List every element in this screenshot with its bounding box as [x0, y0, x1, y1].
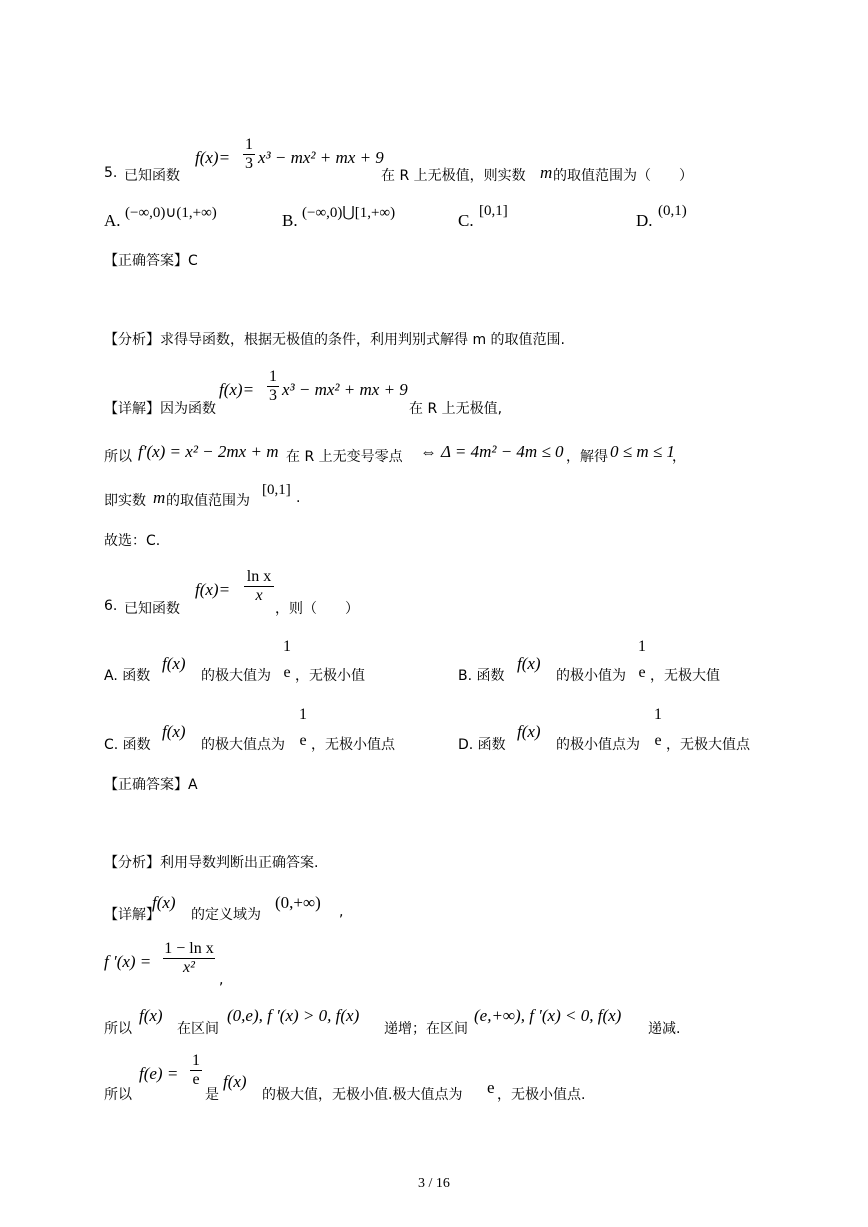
q5-choose: 故选：C. — [104, 533, 161, 549]
q5-option-d-label: D. — [636, 211, 653, 230]
q6-opt-b-post: ，无极大值 — [650, 668, 720, 684]
q6-mono-f1: f(x) — [139, 1006, 163, 1025]
q6-opt-b-value: 1 e — [638, 638, 646, 681]
q6-number: 6. — [104, 598, 118, 614]
q5-line3-m: m — [153, 488, 166, 507]
q5-option-c-text: [0,1] — [479, 203, 508, 219]
q6-answer: 【正确答案】A — [104, 777, 198, 793]
q5-line2-a: 所以 — [104, 449, 132, 465]
q5-number: 5. — [104, 165, 118, 181]
q6-opt-c-pre: C. 函数 — [104, 737, 151, 753]
q6-deriv-den: x² — [183, 959, 195, 976]
q6-mono-g: 递减. — [648, 1021, 681, 1037]
q6-mono-d: 递增；在区间 — [384, 1021, 468, 1037]
q6-opt-c-f: f(x) — [162, 722, 186, 741]
q6-opt-d-pre: D. 函数 — [458, 737, 506, 753]
q5-detail-lhs: f(x)= — [219, 380, 255, 399]
q6-detail-f: f(x) — [152, 893, 176, 912]
q5-option-a-text: (−∞,0)∪(1,+∞) — [125, 205, 217, 221]
q5-formula-rhs: x³ − mx² + mx + 9 — [258, 148, 384, 167]
q6-last-b: 是 — [205, 1087, 219, 1103]
q5-fraction — [243, 136, 255, 173]
q6-opt-d-post: ，无极大值点 — [666, 737, 750, 753]
q5-prefix: 已知函数 — [124, 168, 180, 184]
q6-detail-domain: (0,+∞) — [275, 893, 321, 912]
q6-frac-den: x — [255, 587, 263, 604]
q6-opt-c-value: 1 e — [299, 706, 307, 749]
q6-opt-a-pre: A. 函数 — [104, 668, 151, 684]
q5-analysis: 【分析】求得导函数，根据无极值的条件，利用判别式解得 m 的取值范围. — [104, 332, 565, 348]
q6-deriv-lhs: f ′(x) = — [104, 952, 152, 971]
q6-f-lhs: f(x)= — [195, 580, 231, 599]
q5-formula-lhs: f(x)= — [195, 148, 231, 167]
q5-line2-discriminant: ⇔ Δ = 4m² − 4m ≤ 0 — [420, 442, 564, 461]
q5-frac-den: 3 — [245, 155, 253, 172]
q5-var: m — [540, 163, 553, 182]
q6-detail-mid: 的定义域为 — [191, 907, 261, 923]
q6-mono-b: 在区间 — [177, 1021, 219, 1037]
q6-opt-a-f: f(x) — [162, 654, 186, 673]
q5-option-c-label: C. — [458, 211, 474, 230]
q5-line2-b: 在 R 上无变号零点 — [286, 449, 403, 465]
q5-detail-fraction: 1 3 — [269, 368, 277, 404]
q6-frac-num: ln x — [246, 568, 272, 585]
q6-opt-d-f: f(x) — [517, 722, 541, 741]
q5-detail-after: 在 R 上无极值, — [409, 401, 503, 417]
q5-line3-period: . — [296, 490, 301, 506]
q5-line3-interval: [0,1] — [262, 482, 291, 498]
q6-last-c: 的极大值，无极小值.极大值点为 — [262, 1087, 463, 1103]
q5-option-b-text: (−∞,0)⋃[1,+∞) — [302, 205, 396, 221]
q6-last-fx: f(x) — [223, 1072, 247, 1091]
q5-suffix: 的取值范围为（ ） — [553, 168, 693, 184]
q6-deriv-num: 1 − ln x — [164, 940, 214, 957]
q6-deriv-fraction — [163, 940, 215, 977]
q5-frac-num: 1 — [245, 136, 253, 153]
q5-answer: 【正确答案】C — [104, 253, 198, 269]
q6-mono-a: 所以 — [104, 1021, 132, 1037]
q5-detail-rhs: x³ − mx² + mx + 9 — [282, 380, 408, 399]
q6-suffix: ，则（ ） — [275, 601, 359, 617]
q5-option-a-label: A. — [104, 211, 121, 230]
q6-last-f: f(e) = — [139, 1064, 179, 1083]
q5-option-d-text: (0,1) — [658, 203, 687, 219]
q6-fraction — [244, 568, 274, 605]
q6-opt-c-post: ，无极小值点 — [311, 737, 395, 753]
q6-opt-a-value: 1 e — [283, 638, 291, 681]
q5-line2-d: ，解得 — [566, 449, 608, 465]
q5-line2-derivative: f′(x) = x² − 2mx + m — [138, 442, 279, 461]
q5-option-b-label: B. — [282, 211, 298, 230]
q6-deriv-end: , — [219, 972, 224, 988]
q6-opt-b-mid: 的极小值为 — [556, 668, 626, 684]
q6-prefix: 已知函数 — [124, 601, 180, 617]
q6-opt-b-pre: B. 函数 — [458, 668, 505, 684]
q5-line2-range: 0 ≤ m ≤ 1 — [610, 442, 675, 461]
q6-last-d: ，无极小值点. — [497, 1087, 586, 1103]
q6-opt-a-mid: 的极大值为 — [201, 668, 271, 684]
q6-last-fraction: 1 e — [192, 1052, 200, 1088]
q6-opt-b-f: f(x) — [517, 654, 541, 673]
q5-line3-a: 即实数 — [104, 493, 146, 509]
q6-opt-c-mid: 的极大值点为 — [201, 737, 285, 753]
q5-line2-comma: ， — [672, 449, 686, 465]
q6-mono-e: (e,+∞), f ′(x) < 0, f(x) — [474, 1006, 622, 1025]
q6-mono-c: (0,e), f ′(x) > 0, f(x) — [227, 1006, 360, 1025]
page-number: 3 / 16 — [418, 1176, 450, 1191]
q6-opt-a-post: ，无极小值 — [295, 668, 365, 684]
q6-detail-end: , — [339, 904, 344, 920]
q5-line3-b: 的取值范围为 — [166, 493, 250, 509]
q6-opt-d-mid: 的极小值点为 — [556, 737, 640, 753]
q6-opt-d-value: 1 e — [654, 706, 662, 749]
q5-mid: 在 R 上无极值，则实数 — [381, 168, 526, 184]
q6-last-e: e — [487, 1078, 495, 1097]
q6-last-a: 所以 — [104, 1087, 132, 1103]
q6-analysis: 【分析】利用导数判断出正确答案. — [104, 855, 319, 871]
q6-detail-label: 【详解】 — [104, 907, 160, 923]
q5-detail-label: 【详解】因为函数 — [104, 401, 216, 417]
